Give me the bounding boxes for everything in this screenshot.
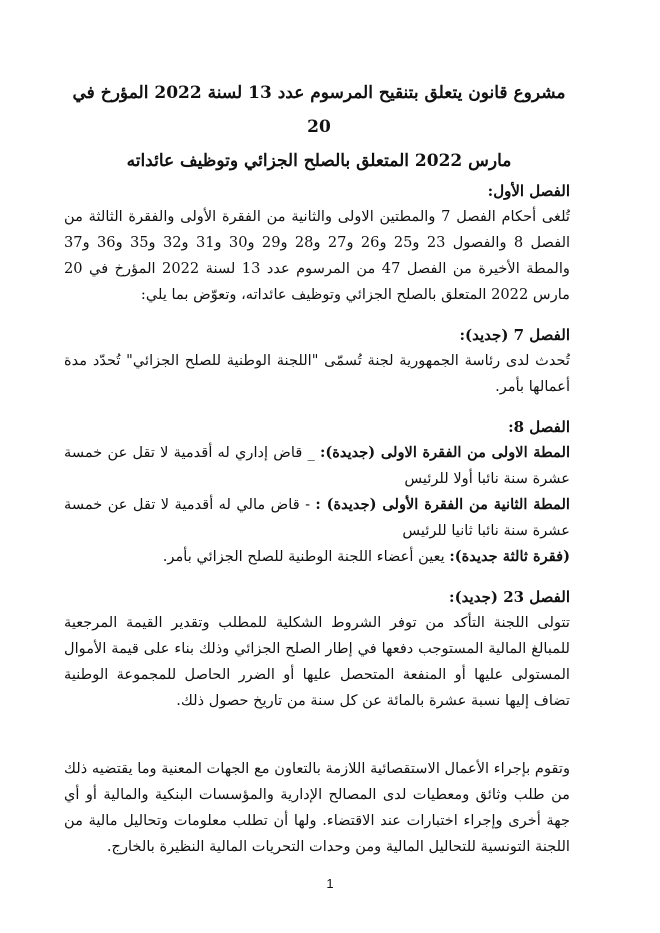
chapter-1-text: تُلغى أحكام الفصل 7 والمطتين الاولى والثانية من الفقرة الأولى والفقرة الثالثة من الفصل 8 والفصول 23 و25 و26 و27 و28 و29 و30 و31 و32 و35 و36 و37 والمطة الأخيرة من الفصل 47 من المرسوم عدد 13 لسنة 2022 المؤرخ في 20 مارس 2022 المتعلق بالصلح الجزائي وتوظيف عائداته، وتعوّض بما يلي: <box>64 208 571 303</box>
chapter-7-text: تُحدث لدى رئاسة الجمهورية لجنة تُسمّى "اللجنة الوطنية للصلح الجزائي" تُحدّد مدة أعمالها بأمر. <box>64 352 570 395</box>
chapter-8-item-1 <box>64 440 570 492</box>
chapter-7-heading: الفصل 7 (جديد): <box>459 326 570 344</box>
title-line-2: مارس 2022 المتعلق بالصلح الجزائي وتوظيف عائداته <box>126 151 512 171</box>
chapter-23-heading: الفصل 23 (جديد): <box>449 588 570 606</box>
chapter-1 <box>64 178 570 308</box>
chapter-8-item-1-text: _ قاض إداري له أقدمية لا تقل عن خمسة عشرة سنة نائبا أولا للرئيس <box>64 444 570 487</box>
chapter-23 <box>64 584 570 860</box>
page-number: 1 <box>326 876 334 891</box>
chapter-8-heading: الفصل 8: <box>508 418 570 436</box>
chapter-1-heading: الفصل الأول: <box>487 182 570 200</box>
chapter-8-item-2 <box>64 492 570 544</box>
chapter-8-item-3-text: يعين أعضاء اللجنة الوطنية للصلح الجزائي بأمر. <box>162 548 450 565</box>
chapter-8-item-2-text: - قاض مالي له أقدمية لا تقل عن خمسة عشرة سنة نائبا ثانيا للرئيس <box>64 496 570 539</box>
chapter-8 <box>64 414 570 570</box>
document-body <box>64 178 570 860</box>
chapter-8-item-3 <box>64 544 570 570</box>
chapter-8-item-3-label: (فقرة ثالثة جديدة): <box>449 548 570 565</box>
chapter-23-paragraph-1: تتولى اللجنة التأكد من توفر الشروط الشكلية للمطلب وتقدير القيمة المرجعية للمبالغ المالية المستوجب دفعها في إطار الصلح الجزائي وذلك بناء على قيمة الأموال المستولى عليها أو المنفعة المتحصل عليها أو الضرر الحاصل للمجموعة الوطنية تضاف إليها نسبة عشرة بالمائة عن كل سنة من تاريخ حصول ذلك. <box>64 614 570 709</box>
title-line-1: مشروع قانون يتعلق بتنقيح المرسوم عدد 13 لسنة 2022 المؤرخ في 20 <box>72 83 566 137</box>
document-title <box>70 76 568 178</box>
chapter-8-item-2-label: المطة الثانية من الفقرة الأولى (جديدة) : <box>315 496 570 513</box>
chapter-7 <box>64 322 570 400</box>
chapter-23-paragraph-2: وتقوم بإجراء الأعمال الاستقصائية اللازمة بالتعاون مع الجهات المعنية وما يقتضيه ذلك من طلب وثائق ومعطيات لدى المصالح الإدارية والمؤسسات البنكية والمالية أو أي جهة أخرى وإجراء اختبارات عند الاقتضاء. ولها أن تطلب معلومات وتحاليل مالية من اللجنة التونسية للتحاليل المالية ومن وحدات التحريات المالية النظيرة بالخارج. <box>64 760 570 855</box>
chapter-8-item-1-label: المطة الاولى من الفقرة الاولى (جديدة): <box>319 444 570 461</box>
